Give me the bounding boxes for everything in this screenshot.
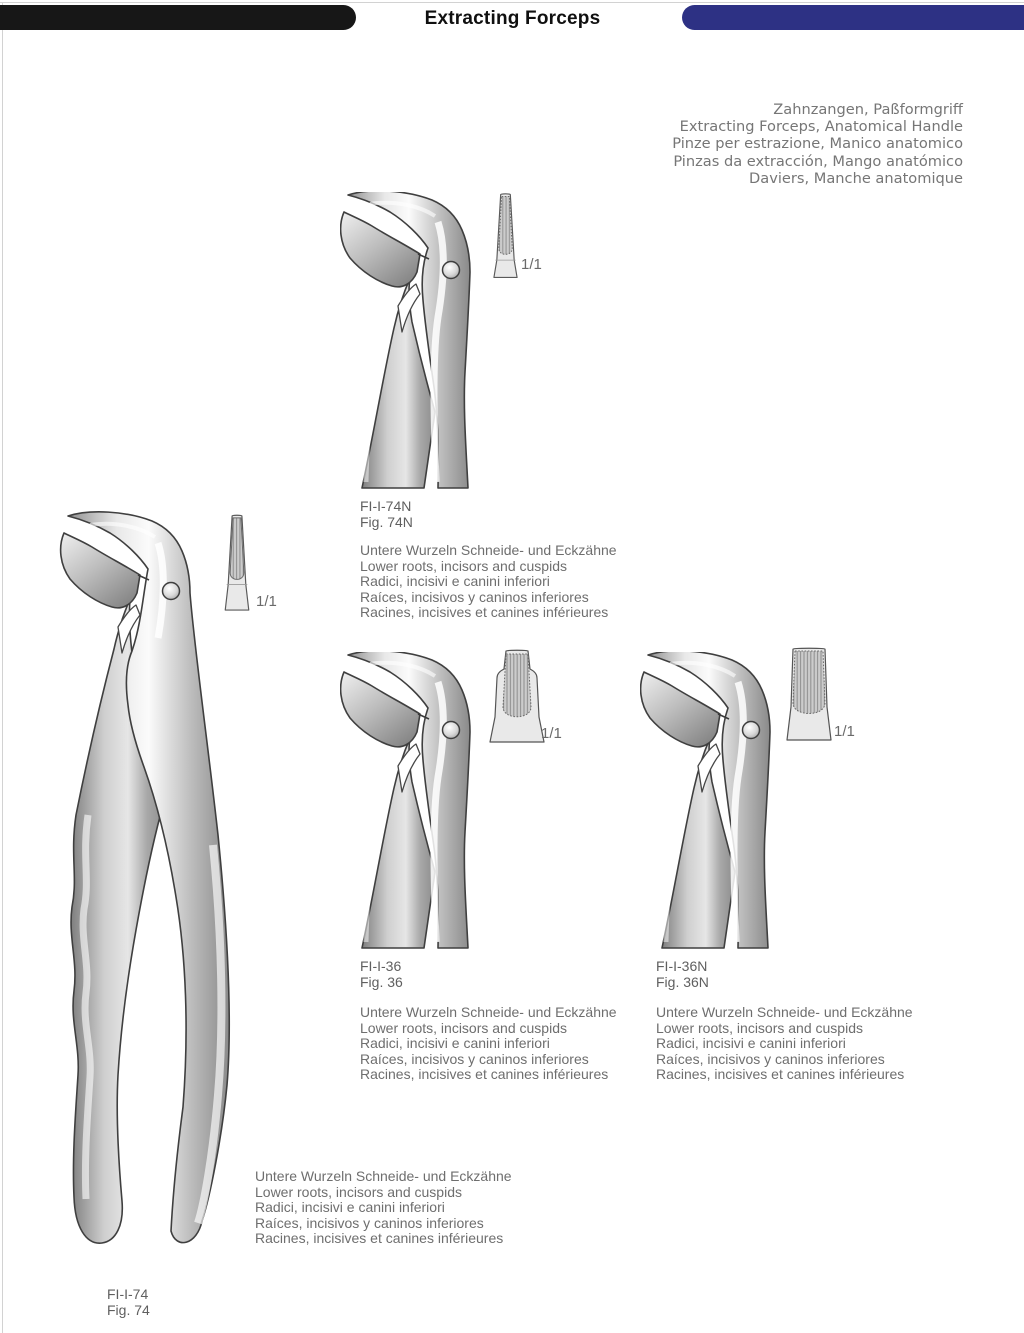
- intro-line: Pinze per estrazione, Manico anatomico: [672, 135, 963, 153]
- intro-line: Daviers, Manche anatomique: [749, 169, 963, 187]
- tip-detail-fi-i-74: [222, 514, 252, 612]
- product-desc-line: Untere Wurzeln Schneide- und Eckzähne: [255, 1168, 512, 1184]
- product-fig: Fig. 36N: [656, 973, 709, 990]
- header-bar-right: [682, 5, 1024, 30]
- product-code: FI-I-36: [360, 958, 402, 974]
- scale-label: 1/1: [256, 593, 277, 610]
- product-desc-fi-i-36: [360, 1005, 617, 1083]
- intro-line: Zahnzangen, Paßformgriff: [773, 101, 963, 118]
- product-block-fi-i-74: [107, 1287, 150, 1318]
- product-desc-line: Radici, incisivi e canini inferiori: [360, 573, 550, 590]
- scale-label: 1/1: [521, 256, 542, 273]
- intro-block: [672, 101, 963, 187]
- forceps-illustration-fi-i-36: [340, 652, 476, 952]
- product-desc-line: Radici, incisivi e canini inferiori: [656, 1035, 846, 1052]
- tip-detail-fi-i-36: [489, 649, 545, 744]
- forceps-illustration-fi-i-36n: [640, 652, 776, 952]
- product-fig: Fig. 36: [360, 973, 403, 990]
- product-block-fi-i-36n: [656, 959, 709, 990]
- product-desc-line: Untere Wurzeln Schneide- und Eckzähne: [360, 542, 617, 558]
- intro-line: Pinzas da extracción, Mango anatómico: [673, 152, 963, 170]
- page-title: Extracting Forceps: [424, 8, 601, 29]
- product-code: FI-I-74N: [360, 498, 412, 514]
- product-desc-fi-i-74: [255, 1169, 512, 1247]
- product-desc-line: Raíces, incisivos y caninos inferiores: [360, 1050, 589, 1067]
- product-fig: Fig. 74: [107, 1301, 150, 1318]
- intro-line: Extracting Forceps, Anatomical Handle: [679, 118, 963, 136]
- product-desc-line: Lower roots, incisors and cuspids: [255, 1183, 462, 1200]
- product-desc-line: Raíces, incisivos y caninos inferiores: [255, 1214, 484, 1231]
- product-block-fi-i-74n: [360, 499, 413, 530]
- forceps-illustration-fi-i-74: [8, 505, 240, 1253]
- product-desc-line: Lower roots, incisors and cuspids: [360, 557, 567, 574]
- product-desc-fi-i-36n: [656, 1005, 913, 1083]
- product-desc-line: Lower roots, incisors and cuspids: [360, 1019, 567, 1036]
- product-desc-line: Radici, incisivi e canini inferiori: [360, 1035, 550, 1052]
- product-block-fi-i-36: [360, 959, 403, 990]
- tip-detail-fi-i-36n: [786, 647, 832, 742]
- product-code: FI-I-36N: [656, 958, 708, 974]
- product-desc-line: Racines, incisives et canines inférieures: [360, 604, 609, 621]
- page-edge-left: [2, 2, 3, 1333]
- page-edge-top: [0, 2, 1024, 3]
- scale-label: 1/1: [541, 725, 562, 742]
- product-desc-line: Racines, incisives et canines inférieures: [656, 1066, 905, 1083]
- product-desc-line: Racines, incisives et canines inférieures: [255, 1230, 504, 1247]
- header-bar-left: [0, 5, 356, 30]
- tip-detail-fi-i-74n: [492, 192, 519, 280]
- product-desc-line: Radici, incisivi e canini inferiori: [255, 1199, 445, 1216]
- product-fig: Fig. 74N: [360, 513, 413, 530]
- scale-label: 1/1: [834, 723, 855, 740]
- product-desc-fi-i-74n: [360, 543, 617, 621]
- product-desc-line: Lower roots, incisors and cuspids: [656, 1019, 863, 1036]
- forceps-illustration-fi-i-74n: [340, 192, 476, 492]
- product-desc-line: Raíces, incisivos y caninos inferiores: [360, 588, 589, 605]
- product-desc-line: Untere Wurzeln Schneide- und Eckzähne: [360, 1004, 617, 1020]
- product-desc-line: Racines, incisives et canines inférieures: [360, 1066, 609, 1083]
- product-desc-line: Raíces, incisivos y caninos inferiores: [656, 1050, 885, 1067]
- product-code: FI-I-74: [107, 1286, 149, 1302]
- product-desc-line: Untere Wurzeln Schneide- und Eckzähne: [656, 1004, 913, 1020]
